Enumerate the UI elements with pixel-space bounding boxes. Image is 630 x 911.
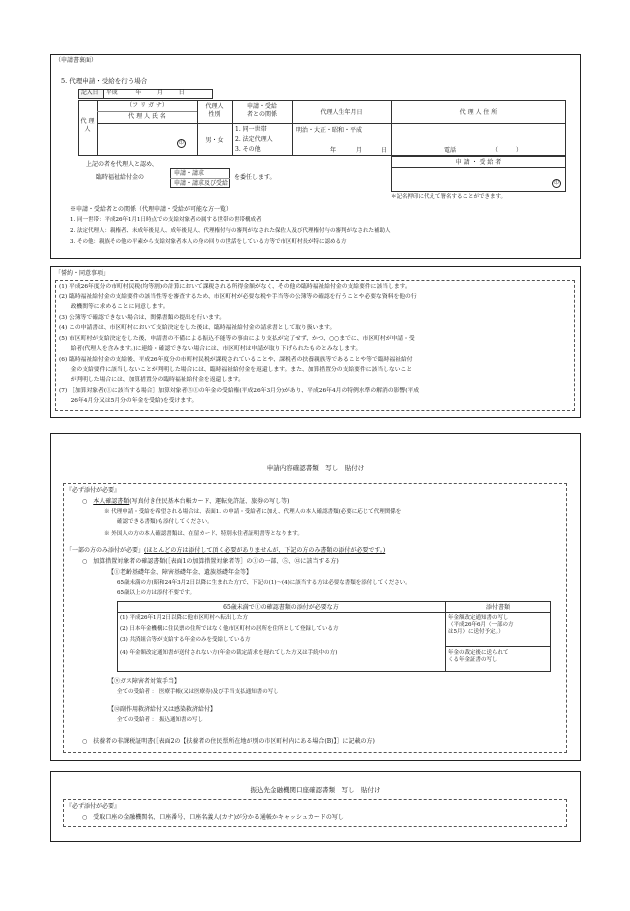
delegate-option-apply-receive[interactable]: 申請・請求及び受給	[174, 180, 229, 187]
date-year: 年	[135, 90, 142, 97]
attach-table-head-left: 65歳未満で①の確認書類の添付が必要な方	[223, 604, 339, 611]
pledge-item: (7) ［加算対象者(①に該当する場合］加算対象者⑤①の年金の受給権(平成26年3月分)があり、平成26年4月の特例水準の解消の影響(平成	[59, 388, 420, 394]
col-address: 代 理 人 住 所	[459, 109, 498, 116]
dob-month: 月	[356, 147, 363, 154]
dob-year: 年	[330, 147, 337, 154]
delegate-intro: 上記の者を代理人と認め、	[86, 161, 158, 168]
bank-docs-title: 振込先金融機関口座確認書類 写し 貼付け	[250, 786, 381, 794]
relation-option-1[interactable]: 1. 同一世帯	[235, 126, 267, 133]
delegate-prefix: 臨時福祉給付金の	[96, 174, 145, 181]
applicant-header: 申 請 ・ 受 給 者	[455, 159, 502, 166]
vaccine-detail: 全ての受給者 ： 振込通知書の写し	[117, 717, 203, 723]
pledge-item: 政機関等に求めることに同意します。	[59, 304, 169, 310]
some-attach-line: 「一部の方のみ添付が必要」(ほとんどの方は添付して頂く必要がありませんが、下記の方のみ書類の添付が必要です。)	[66, 547, 386, 554]
pledge-item: (5) 市区町村が支給決定をした後、申請書の不備による振込不能等の事由により支払が完了せず、かつ、○○までに、市区町村が申請・受	[59, 336, 415, 342]
bank-docs-inner-box	[63, 799, 567, 827]
pledge-item: 26年4月分又は5月分の年金を受給)を受けます。	[59, 398, 198, 404]
attach-table-head-right: 添付書類	[485, 604, 510, 611]
pledge-title: 「誓約・同意事項」	[55, 270, 110, 277]
bonus-docs-line: ○ 加算措置対象者の確認書類(［表面1の加算措置対象者等］の①の一部、⑤、⑫に該当する方)	[82, 558, 339, 565]
attach-table-row: (4) 年金額改定通知書が送付されない方(年金の裁定請求を遅れてした方又は手続中の方)	[120, 650, 338, 656]
pledge-item: (3) 公簿等で確認できない場合は、関係書類の提出を行います。	[59, 315, 226, 321]
proxy-row-label: 代 理 人	[80, 118, 95, 133]
col-proxy-name: 代 理 人 氏 名	[128, 113, 166, 120]
id-doc-line: ○ 本人確認書類(写真付き住民基本台帳カード、運転免許証、旅券の写し等)	[82, 498, 290, 505]
pledge-item: (1) 平成26年度分の市町村民税(均等割)の計算において課税される所得金額がなく、その他の臨時福祉給付金の支給要件に該当します。	[59, 284, 411, 290]
proxy-id-note: ※ 代理申請・受給を希望される場合は、表面1. の申請・受給者に加え、代理人の本人確認書類(必要に応じて代理関係を	[104, 509, 402, 515]
col-relation: 申請・受給 者との関係	[246, 103, 277, 118]
pledge-item: (4) この申請書は、市区町村において支給決定をした後は、臨時福祉給付金の請求書として取り扱います。	[59, 325, 336, 331]
phone-label: 電話	[444, 147, 457, 154]
applicant-signature-field[interactable]	[392, 168, 565, 191]
date-era: 平成	[106, 90, 118, 97]
col-proxy-sex: 代理人 性別	[205, 103, 224, 118]
date-day: 日	[178, 90, 185, 97]
section-header-back: （申請書裏面）	[55, 57, 98, 64]
bank-must-attach-label: 『必ず添付が必要』	[66, 803, 121, 810]
pledge-item: (6) 臨時福祉給付金の支給後、平成26年度分の市町村民税が課税されていることや、課税者の扶養親族等であることや等で臨時福祉給付	[59, 357, 413, 363]
attach-table-right-a: 年金額改定通知書の写し （平成26年6月（一部の方 は5月）に送付予定。）	[448, 615, 514, 635]
date-month: 月	[157, 90, 163, 97]
under65-note: 65歳未満の方(昭和24年3月2日以降に生まれた方)で、下記の(1)～(4)に該当する方は必要な書類を添付してください。	[117, 580, 411, 586]
col-dob: 代理人生年月日	[320, 109, 363, 116]
pledge-item: 給者(代理人を含みます。)に連絡・確認できない場合には、市区町村は申請が取り下げられたものとみなします。	[59, 346, 362, 352]
pledge-item: (2) 臨時福祉給付金の支給要件の該当性等を審査するため、市区町村が必要な税や手当等の公簿等の確認を行うことや必要な資料を他の行	[59, 294, 417, 300]
entry-date-field[interactable]	[104, 90, 213, 99]
delegate-suffix: を委任します。	[234, 174, 276, 181]
support-cert-line: ○ 扶養者の非課税証明書(［表面2の【扶養者の住民票所在地が別の市区町村内にある場合(B)】］に記載の方)	[82, 738, 375, 745]
phone-field[interactable]: （ ）	[492, 147, 523, 154]
foreign-id-note: ※ 外国人の方の本人確認書類は、在留カード、特別永住者証明書等となります。	[104, 531, 303, 537]
over65-note: 65歳以上の方は添付不要です。	[117, 590, 196, 596]
seal-note: ＊記名押印に代えて署名することができます。	[391, 194, 507, 200]
relation-note-2: 2. 法定代理人：親権者、未成年後見人、成年後見人、代理権付与の審判がなされた保佐人及び代理権付与の審判がなされた補助人	[70, 228, 391, 234]
attach-table-row: (1) 平成26年1月2日以降に他市区町村へ転出した方	[120, 615, 249, 621]
relation-note-title: ※申請・受給者との関係（代理申請・受給が可能な方一覧）	[70, 206, 233, 213]
entry-date-label: 記入日	[79, 90, 104, 99]
relation-option-2[interactable]: 2. 法定代理人	[235, 136, 273, 143]
must-attach-label: 『必ず添付が必要』	[66, 487, 121, 494]
pension-title: 【①老齢基礎年金、障害基礎年金、遺族基礎年金等】	[108, 569, 253, 576]
proxy-sex-value[interactable]: 男・女	[205, 137, 224, 144]
pledge-item: が判明した場合には、加算措置分の臨時福祉給付金を返還します。	[59, 377, 245, 383]
applicant-seal-icon: 印	[552, 179, 561, 188]
relation-note-3: 3. その他：親族その他の平素から支給対象者本人の身の回りの世話をしている方等で市区町村長が特に認める方	[70, 239, 347, 245]
pledge-item: 金の支給要件に該当しないことが判明した場合には、臨時福祉給付金を返還します。また、加算措置分の支給要件に該当しないこと	[59, 367, 413, 373]
bank-docs-detail: ○ 受取口座の金融機関名、口座番号、口座名義人(カナ)が分かる通帳かキャッシュカードの写し	[82, 814, 344, 821]
relation-option-3[interactable]: 3. その他	[235, 146, 261, 153]
dob-day: 日	[381, 147, 388, 154]
attach-table-right-b: 年金の裁定後に送られて くる年金証書の写し	[448, 650, 509, 663]
proxy-seal-icon: 印	[177, 139, 186, 148]
attach-table-row: (3) 共済組合等が支給する年金のみを受給している方	[120, 637, 251, 643]
relation-note-1: 1. 同一世帯：平成26年1月1日時点での支給対象者の属する世帯の世帯構成者	[70, 217, 262, 223]
gas-detail: 全ての受給者 ： 医療手帳(又は医療券)及び手当支払通知書の写し	[117, 689, 279, 695]
proxy-id-note-2: 確認できる書類)も添付してください。	[117, 519, 213, 525]
gas-title: 【⑨ガス障害者対策手当】	[108, 678, 181, 685]
dob-eras[interactable]: 明治・大正・昭和・平成	[296, 127, 363, 134]
attach-table-row: (2) 日本年金機構に住民票の住所ではなく他市区町村の居所を住所として登録している方	[120, 626, 339, 632]
proxy-heading: 5. 代理申請・受給を行う場合	[61, 77, 148, 85]
col-furigana: （フ リ ガ ナ）	[126, 102, 168, 109]
entry-date-table	[78, 89, 213, 99]
id-docs-title: 申請内容確認書類 写し 貼付け	[266, 464, 365, 472]
proxy-address-field[interactable]	[392, 124, 565, 144]
vaccine-title: 【⑫副作用救済給付又は感染救済給付】	[108, 706, 217, 713]
delegate-option-apply[interactable]: 申請・請求	[174, 170, 205, 177]
